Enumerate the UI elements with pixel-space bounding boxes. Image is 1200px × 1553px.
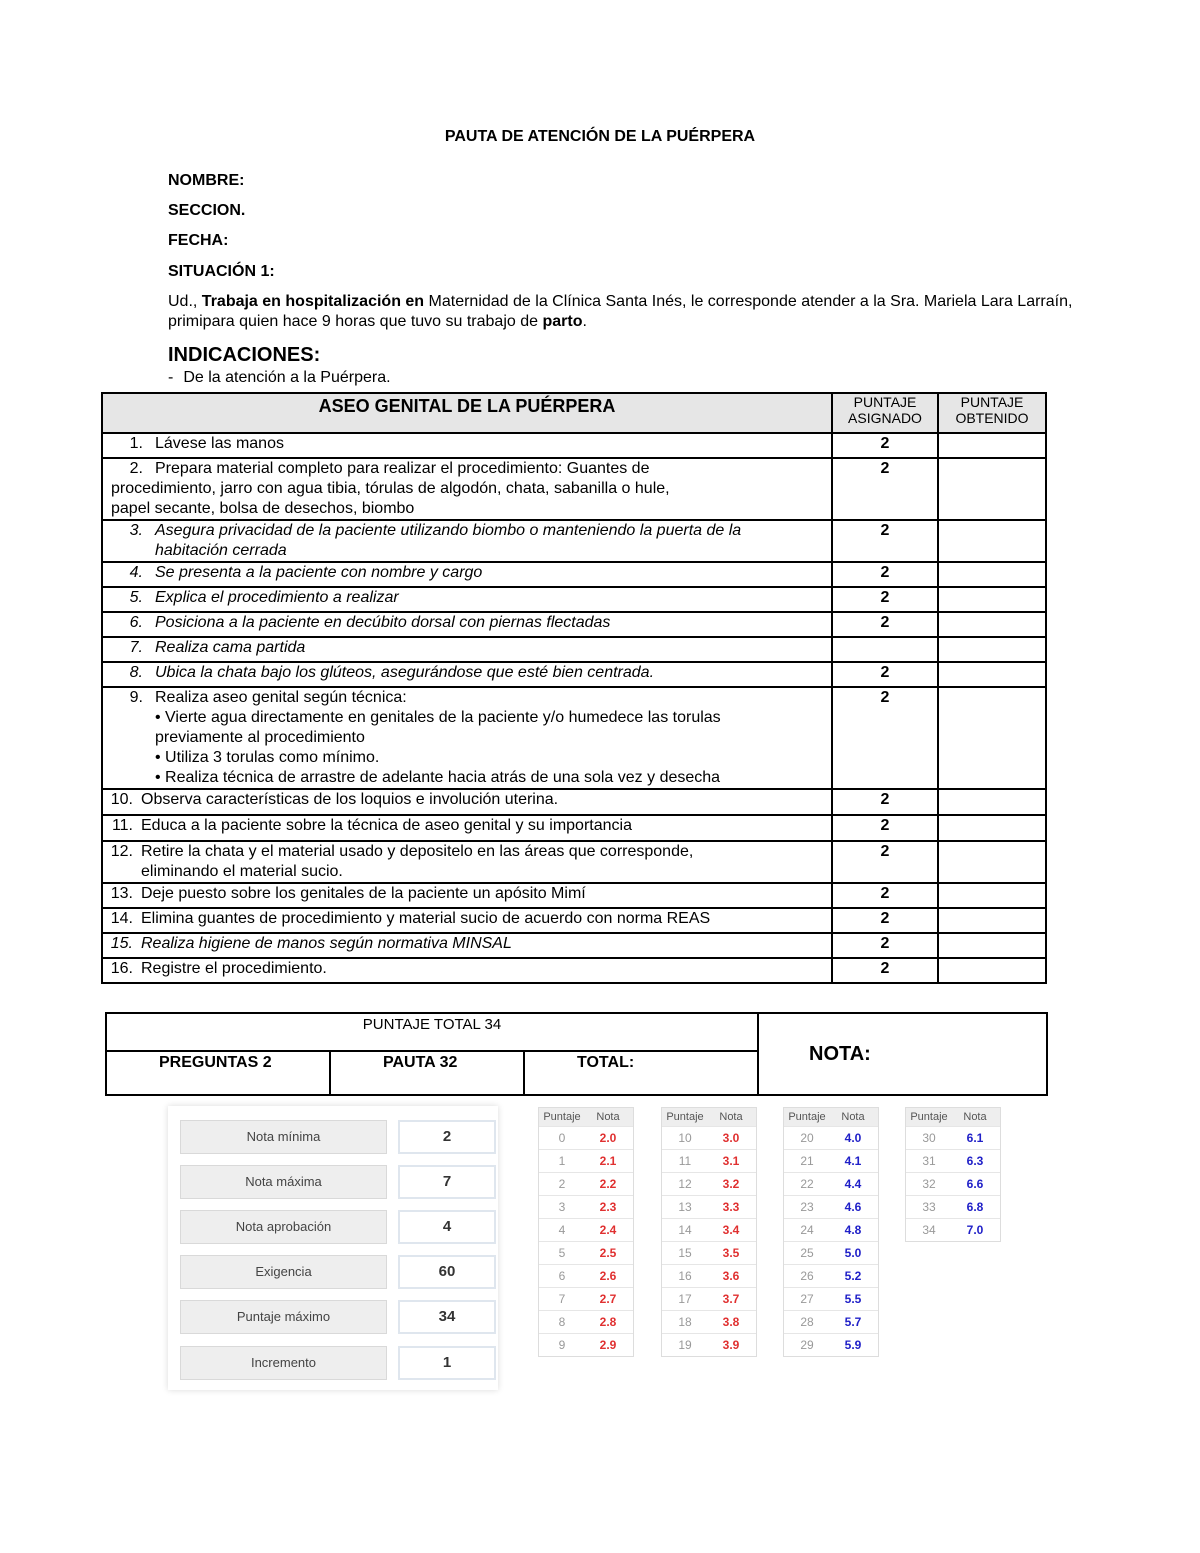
row-text: [102, 662, 832, 687]
row-bullet-3: • Realiza técnica de arrastre de adelante hacia atrás de una sola vez y desecha: [155, 769, 721, 786]
grade-puntaje: 0: [558, 1131, 566, 1145]
grade-row: [539, 1241, 633, 1264]
grade-nota: 2.2: [599, 1177, 617, 1191]
grade-row: [784, 1126, 878, 1149]
col-asignado-header: PUNTAJE ASIGNADO: [832, 393, 938, 433]
grade-puntaje: 20: [800, 1131, 814, 1145]
grade-row: [906, 1149, 1000, 1172]
calc-label: Nota mínima: [180, 1120, 387, 1154]
grade-nota: 2.9: [599, 1338, 617, 1352]
grade-row: [906, 1172, 1000, 1195]
calc-label: Nota aprobación: [180, 1210, 387, 1244]
row-number: 1.: [129, 435, 143, 452]
grade-table-3: [783, 1107, 879, 1357]
row-number: 10.: [110, 791, 133, 808]
row-text: [102, 908, 832, 933]
col-nota-header: Nota: [596, 1111, 620, 1123]
grade-puntaje: 31: [922, 1154, 936, 1168]
pauta-cell: PAUTA 32: [330, 1051, 524, 1095]
grade-row: [784, 1241, 878, 1264]
grade-puntaje: 8: [558, 1315, 566, 1329]
row-number: 15.: [110, 935, 133, 952]
row-number: 2.: [129, 460, 143, 477]
grade-row: [906, 1218, 1000, 1241]
table-row: [102, 612, 1046, 637]
grade-puntaje: 4: [558, 1223, 566, 1237]
grade-nota: 2.7: [599, 1292, 617, 1306]
row-label: Realiza aseo genital según técnica:: [155, 689, 407, 706]
row-obtained[interactable]: [938, 662, 1046, 687]
grade-puntaje: 29: [800, 1338, 814, 1352]
row-text: [102, 789, 832, 815]
table-title: ASEO GENITAL DE LA PUÉRPERA: [102, 393, 832, 433]
grade-puntaje: 1: [558, 1154, 566, 1168]
grade-puntaje: 9: [558, 1338, 566, 1352]
row-obtained[interactable]: [938, 520, 1046, 562]
grade-row: [539, 1287, 633, 1310]
situation-bold-1: Trabaja en hospitalización en: [201, 293, 425, 310]
grade-puntaje: 3: [558, 1200, 566, 1214]
situation-text-1: Ud.,: [168, 293, 202, 310]
calc-row-nota-minima: [180, 1120, 482, 1154]
row-label: Educa a la paciente sobre la técnica de aseo genital y su importancia: [141, 817, 632, 834]
calc-input[interactable]: 4: [398, 1210, 496, 1244]
grade-nota: 2.3: [599, 1200, 617, 1214]
row-score: 2: [832, 958, 938, 983]
grade-nota: 5.5: [844, 1292, 862, 1306]
grade-row: [906, 1195, 1000, 1218]
row-score: 2: [832, 662, 938, 687]
table-row: [102, 562, 1046, 587]
indicaciones-title: INDICACIONES:: [168, 344, 321, 366]
table-row: [102, 841, 1046, 883]
calc-row-nota-aprobacion: [180, 1210, 482, 1244]
row-label: Prepara material completo para realizar el procedimiento: Guantes de: [155, 460, 650, 477]
grade-row: [662, 1172, 756, 1195]
grade-puntaje: 27: [800, 1292, 814, 1306]
grade-nota: 5.2: [844, 1269, 862, 1283]
indicaciones-item: [168, 369, 391, 387]
table-row: [102, 958, 1046, 983]
calc-row-puntaje-maximo: [180, 1300, 482, 1334]
row-score: 2: [832, 815, 938, 841]
row-label: Observa características de los loquios e involución uterina.: [141, 791, 559, 808]
col-puntaje-header: Puntaje: [666, 1111, 704, 1123]
grade-puntaje: 13: [678, 1200, 692, 1214]
row-text: [102, 433, 832, 458]
row-number: 6.: [129, 614, 143, 631]
table-row: [102, 933, 1046, 958]
grade-row: [539, 1218, 633, 1241]
grade-row: [539, 1195, 633, 1218]
calc-row-exigencia: [180, 1255, 482, 1289]
grade-puntaje: 10: [678, 1131, 692, 1145]
grade-puntaje: 15: [678, 1246, 692, 1260]
indicaciones-item-text: De la atención a la Puérpera.: [183, 369, 391, 386]
situation-text-3: .: [582, 313, 587, 330]
row-obtained[interactable]: [938, 433, 1046, 458]
col-puntaje-header: Puntaje: [543, 1111, 581, 1123]
row-score: 2: [832, 433, 938, 458]
grade-puntaje: 19: [678, 1338, 692, 1352]
totals-table: [105, 1012, 1048, 1096]
checklist-table: [101, 392, 1047, 984]
row-label-line2: procedimiento, jarro con agua tibia, tórulas de algodón, chata, sabanilla o hule,: [111, 480, 670, 497]
row-bullet-1: • Vierte agua directamente en genitales de la paciente y/o humedece las torulas: [155, 709, 721, 726]
table-row: [102, 587, 1046, 612]
calc-row-nota-maxima: [180, 1165, 482, 1199]
row-text: [102, 562, 832, 587]
grade-nota: 3.9: [722, 1338, 740, 1352]
row-label: Asegura privacidad de la paciente utilizando biombo o manteniendo la puerta de la: [155, 522, 742, 539]
grade-table-header: [906, 1108, 1000, 1126]
row-obtained[interactable]: [938, 458, 1046, 520]
grade-row: [784, 1287, 878, 1310]
grade-row: [784, 1310, 878, 1333]
col-nota-header: Nota: [963, 1111, 987, 1123]
table-row: [102, 815, 1046, 841]
grade-puntaje: 23: [800, 1200, 814, 1214]
row-label: Registre el procedimiento.: [141, 960, 327, 977]
seccion-label: SECCION.: [168, 202, 246, 219]
grade-row: [539, 1264, 633, 1287]
row-label: Elimina guantes de procedimiento y material sucio de acuerdo con norma REAS: [141, 910, 711, 927]
grade-table-header: [662, 1108, 756, 1126]
row-score: 2: [832, 687, 938, 789]
grade-row: [662, 1149, 756, 1172]
row-text: [102, 612, 832, 637]
row-obtained[interactable]: [938, 933, 1046, 958]
page-title: PAUTA DE ATENCIÓN DE LA PUÉRPERA: [444, 128, 756, 145]
calc-row-incremento: [180, 1346, 482, 1380]
row-obtained[interactable]: [938, 687, 1046, 789]
grade-calculator: [168, 1106, 498, 1390]
grade-puntaje: 18: [678, 1315, 692, 1329]
grade-nota: 6.8: [966, 1200, 984, 1214]
row-score: 2: [832, 520, 938, 562]
row-obtained[interactable]: [938, 841, 1046, 883]
grade-nota: 4.8: [844, 1223, 862, 1237]
grade-row: [539, 1172, 633, 1195]
row-text: [102, 520, 832, 562]
grade-nota: 3.1: [722, 1154, 740, 1168]
grade-row: [662, 1333, 756, 1356]
grade-nota: 3.4: [722, 1223, 740, 1237]
row-number: 16.: [110, 960, 133, 977]
grade-nota: 6.3: [966, 1154, 984, 1168]
grade-nota: 5.7: [844, 1315, 862, 1329]
grade-puntaje: 17: [678, 1292, 692, 1306]
row-number: 5.: [129, 589, 143, 606]
grade-puntaje: 25: [800, 1246, 814, 1260]
row-score: 2: [832, 908, 938, 933]
row-text: [102, 687, 832, 789]
row-score: 2: [832, 587, 938, 612]
grade-table-header: [539, 1108, 633, 1126]
grade-table-header: [784, 1108, 878, 1126]
nota-cell: NOTA:: [758, 1013, 1047, 1095]
table-row: [102, 789, 1046, 815]
grade-row: [662, 1241, 756, 1264]
grade-puntaje: 28: [800, 1315, 814, 1329]
row-number: 7.: [129, 639, 143, 656]
row-obtained[interactable]: [938, 789, 1046, 815]
grade-row: [662, 1287, 756, 1310]
grade-nota: 2.8: [599, 1315, 617, 1329]
grade-nota: 2.6: [599, 1269, 617, 1283]
grade-nota: 2.5: [599, 1246, 617, 1260]
row-number: 9.: [129, 689, 143, 706]
puntaje-total: PUNTAJE TOTAL 34: [106, 1013, 758, 1051]
grade-nota: 3.8: [722, 1315, 740, 1329]
col-nota-header: Nota: [719, 1111, 743, 1123]
totals-row-1: [106, 1013, 1047, 1051]
grade-puntaje: 11: [678, 1154, 692, 1168]
row-score: 2: [832, 562, 938, 587]
grade-nota: 4.0: [844, 1131, 862, 1145]
row-bullet-2: • Utiliza 3 torulas como mínimo.: [155, 749, 380, 766]
grade-puntaje: 14: [678, 1223, 692, 1237]
grade-puntaje: 32: [922, 1177, 936, 1191]
grade-row: [784, 1264, 878, 1287]
grade-row: [662, 1195, 756, 1218]
table-row: [102, 687, 1046, 789]
row-label: Explica el procedimiento a realizar: [155, 589, 399, 606]
row-number: 3.: [129, 522, 143, 539]
row-text: [102, 458, 832, 520]
row-obtained[interactable]: [938, 612, 1046, 637]
situacion-label: SITUACIÓN 1:: [168, 263, 275, 280]
grade-nota: 2.1: [599, 1154, 617, 1168]
grade-puntaje: 2: [558, 1177, 566, 1191]
grade-puntaje: 16: [678, 1269, 692, 1283]
row-text: [102, 637, 832, 662]
calc-label: Exigencia: [180, 1255, 387, 1289]
grade-row: [784, 1149, 878, 1172]
row-label: Deje puesto sobre los genitales de la paciente un apósito Mimí: [141, 885, 586, 902]
col-nota-header: Nota: [841, 1111, 865, 1123]
row-text: [102, 883, 832, 908]
row-bullet-1-cont: previamente al procedimiento: [155, 729, 365, 746]
grade-row: [539, 1310, 633, 1333]
calc-input[interactable]: 7: [398, 1165, 496, 1199]
row-label: Ubica la chata bajo los glúteos, asegurándose que esté bien centrada.: [155, 664, 655, 681]
grade-nota: 3.2: [722, 1177, 740, 1191]
table-row: [102, 908, 1046, 933]
row-label: Lávese las manos: [155, 435, 284, 452]
row-obtained[interactable]: [938, 908, 1046, 933]
row-number: 14.: [110, 910, 133, 927]
grade-row: [539, 1149, 633, 1172]
row-score: 2: [832, 883, 938, 908]
grade-nota: 6.1: [966, 1131, 984, 1145]
row-obtained[interactable]: [938, 637, 1046, 662]
row-obtained[interactable]: [938, 562, 1046, 587]
situation-text-2: Maternidad de la Clínica Santa Inés, le corresponde atender a la Sra. Mariela Lara Larraín, primipara quien hace 9 horas que tuvo su trabajo de: [168, 293, 1073, 330]
table-row: [102, 662, 1046, 687]
grade-nota: 3.7: [722, 1292, 740, 1306]
row-label: Se presenta a la paciente con nombre y cargo: [155, 564, 483, 581]
row-number: 13.: [110, 885, 133, 902]
grade-nota: 3.3: [722, 1200, 740, 1214]
col-puntaje-header: Puntaje: [788, 1111, 826, 1123]
preguntas-cell: PREGUNTAS 2: [106, 1051, 330, 1095]
grade-nota: 4.6: [844, 1200, 862, 1214]
calc-input[interactable]: 1: [398, 1346, 496, 1380]
table-header-row: [102, 393, 1046, 433]
situation-paragraph: [168, 292, 1118, 332]
grade-puntaje: 21: [800, 1154, 814, 1168]
grade-nota: 3.6: [722, 1269, 740, 1283]
row-text: [102, 958, 832, 983]
grade-puntaje: 34: [922, 1223, 936, 1237]
grade-row: [784, 1218, 878, 1241]
row-obtained[interactable]: [938, 815, 1046, 841]
fecha-label: FECHA:: [168, 232, 229, 249]
grade-nota: 7.0: [966, 1223, 984, 1237]
grade-puntaje: 33: [922, 1200, 936, 1214]
row-text: [102, 587, 832, 612]
grade-row: [784, 1195, 878, 1218]
grade-table-2: [661, 1107, 757, 1357]
grade-row: [539, 1333, 633, 1356]
grade-nota: 5.9: [844, 1338, 862, 1352]
grade-row: [906, 1126, 1000, 1149]
nombre-label: NOMBRE:: [168, 172, 245, 189]
grade-table-4: [905, 1107, 1001, 1242]
situation-bold-2: parto: [542, 313, 583, 330]
grade-nota: 4.4: [844, 1177, 862, 1191]
row-number: 12.: [110, 843, 133, 860]
grade-nota: 6.6: [966, 1177, 984, 1191]
row-obtained[interactable]: [938, 883, 1046, 908]
grade-puntaje: 12: [678, 1177, 692, 1191]
row-text: [102, 841, 832, 883]
row-number: 4.: [129, 564, 143, 581]
row-label: Retire la chata y el material usado y depositelo en las áreas que corresponde,: [141, 843, 694, 860]
row-text: [102, 815, 832, 841]
grade-nota: 3.0: [722, 1131, 740, 1145]
col-puntaje-header: Puntaje: [910, 1111, 948, 1123]
row-obtained[interactable]: [938, 958, 1046, 983]
calc-input[interactable]: 34: [398, 1300, 496, 1334]
grade-puntaje: 6: [558, 1269, 566, 1283]
grade-row: [784, 1333, 878, 1356]
calc-label: Incremento: [180, 1346, 387, 1380]
calc-label: Puntaje máximo: [180, 1300, 387, 1334]
row-score: 2: [832, 933, 938, 958]
grade-puntaje: 26: [800, 1269, 814, 1283]
grade-row: [539, 1126, 633, 1149]
row-label-line3: papel secante, bolsa de desechos, biombo: [111, 500, 415, 517]
calc-input[interactable]: 60: [398, 1255, 496, 1289]
row-obtained[interactable]: [938, 587, 1046, 612]
total-cell: TOTAL:: [524, 1051, 758, 1095]
grade-row: [662, 1310, 756, 1333]
grade-row: [662, 1126, 756, 1149]
grade-nota: 2.4: [599, 1223, 617, 1237]
grade-row: [662, 1264, 756, 1287]
grade-puntaje: 24: [800, 1223, 814, 1237]
grade-puntaje: 7: [558, 1292, 566, 1306]
grade-table-1: [538, 1107, 634, 1357]
table-row: [102, 433, 1046, 458]
row-score: [832, 637, 938, 662]
row-score: 2: [832, 458, 938, 520]
calc-label: Nota máxima: [180, 1165, 387, 1199]
row-label-line2: habitación cerrada: [155, 542, 287, 559]
grade-nota: 2.0: [599, 1131, 617, 1145]
row-number: 8.: [129, 664, 143, 681]
row-label: Realiza cama partida: [155, 639, 306, 656]
row-label-line2: eliminando el material sucio.: [141, 863, 343, 880]
table-row: [102, 458, 1046, 520]
grade-puntaje: 30: [922, 1131, 936, 1145]
row-score: 2: [832, 612, 938, 637]
table-row: [102, 637, 1046, 662]
grade-nota: 4.1: [844, 1154, 862, 1168]
row-label: Posiciona a la paciente en decúbito dorsal con piernas flectadas: [155, 614, 611, 631]
grade-puntaje: 22: [800, 1177, 814, 1191]
row-text: [102, 933, 832, 958]
row-label: Realiza higiene de manos según normativa MINSAL: [141, 935, 512, 952]
table-row: [102, 520, 1046, 562]
grade-nota: 5.0: [844, 1246, 862, 1260]
calc-input[interactable]: 2: [398, 1120, 496, 1154]
grade-nota: 3.5: [722, 1246, 740, 1260]
grade-puntaje: 5: [558, 1246, 566, 1260]
col-obtenido-header: PUNTAJE OBTENIDO: [938, 393, 1046, 433]
grade-row: [662, 1218, 756, 1241]
row-score: 2: [832, 841, 938, 883]
table-row: [102, 883, 1046, 908]
row-number: 11.: [111, 817, 133, 834]
dash-bullet: -: [168, 369, 174, 386]
row-score: 2: [832, 789, 938, 815]
grade-row: [784, 1172, 878, 1195]
